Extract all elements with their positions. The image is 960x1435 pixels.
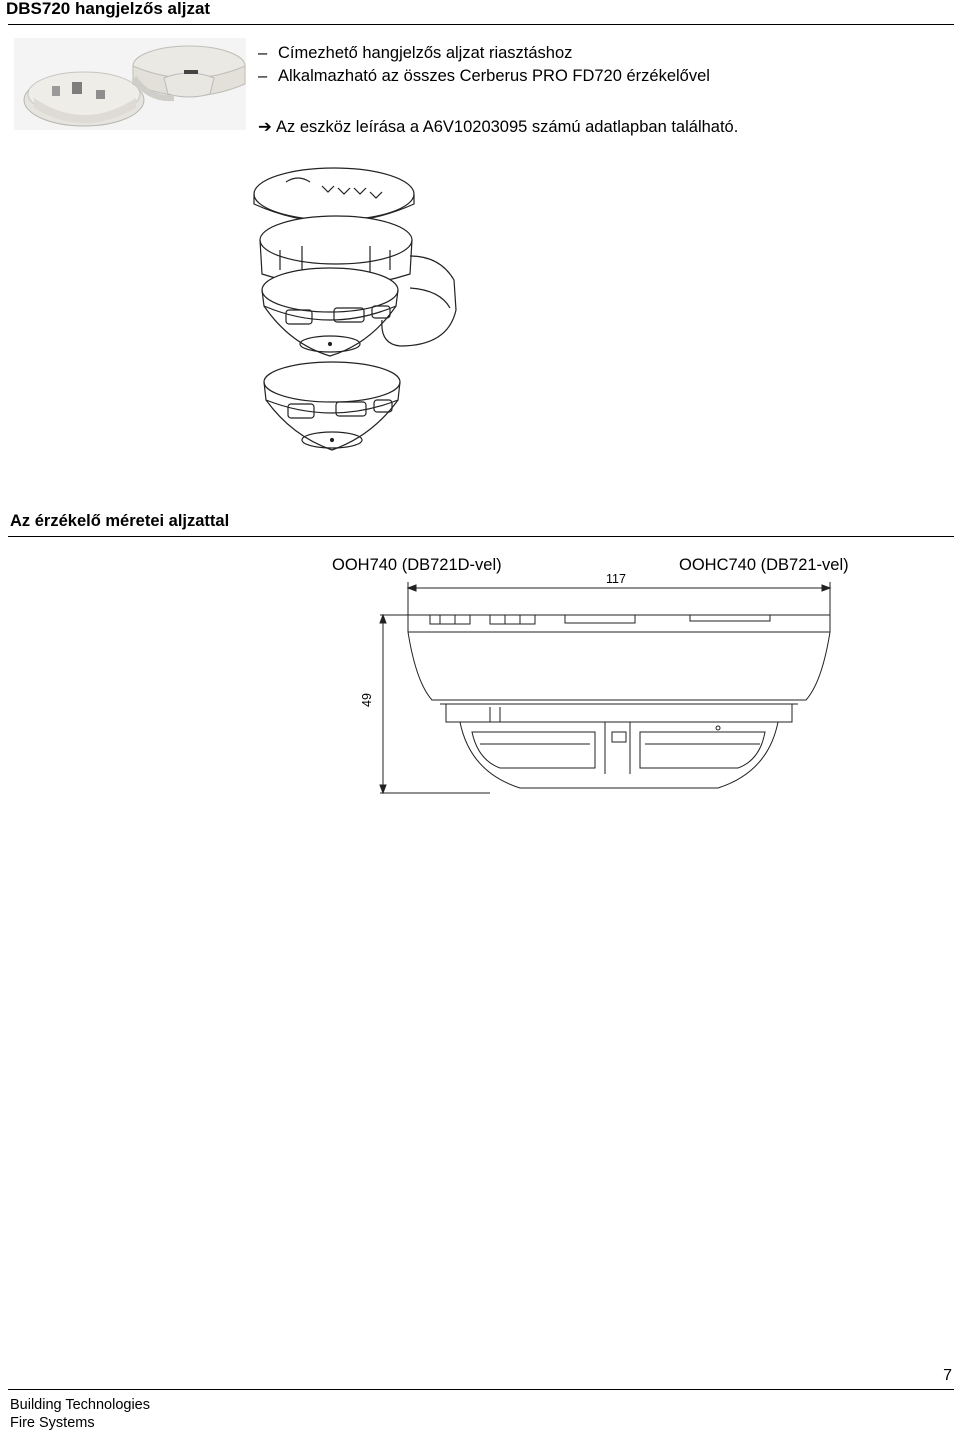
dash-icon: –	[258, 44, 268, 62]
right-model-label: OOHC740 (DB721-vel)	[679, 556, 849, 574]
footer-company: Building Technologies	[10, 1397, 151, 1413]
width-dimension-value: 117	[606, 572, 626, 586]
datasheet-reference: ➔ Az eszköz leírása a A6V10203095 számú adatlapban található.	[258, 118, 739, 136]
page-number: 7	[943, 1367, 952, 1384]
height-dimension-value: 49	[359, 693, 374, 707]
footer-division: Fire Systems	[10, 1415, 95, 1431]
feature-bullet: – Címezhető hangjelzős aljzat riasztáshoz	[258, 44, 573, 62]
footer-rule	[8, 1389, 954, 1390]
feature-bullet: – Alkalmazható az összes Cerberus PRO FD720 érzékelővel	[258, 67, 710, 85]
header-rule	[8, 24, 954, 25]
left-model-label: OOH740 (DB721D-vel)	[332, 556, 502, 574]
dimension-drawing	[380, 582, 840, 797]
product-photo	[14, 38, 246, 130]
exploded-assembly-drawing	[250, 160, 470, 460]
section-heading: Az érzékelő méretei aljzattal	[10, 512, 230, 530]
arrow-right-icon: ➔	[258, 118, 272, 136]
section-rule	[8, 536, 954, 537]
dash-icon: –	[258, 67, 268, 85]
page-title: DBS720 hangjelzős aljzat	[6, 0, 211, 18]
